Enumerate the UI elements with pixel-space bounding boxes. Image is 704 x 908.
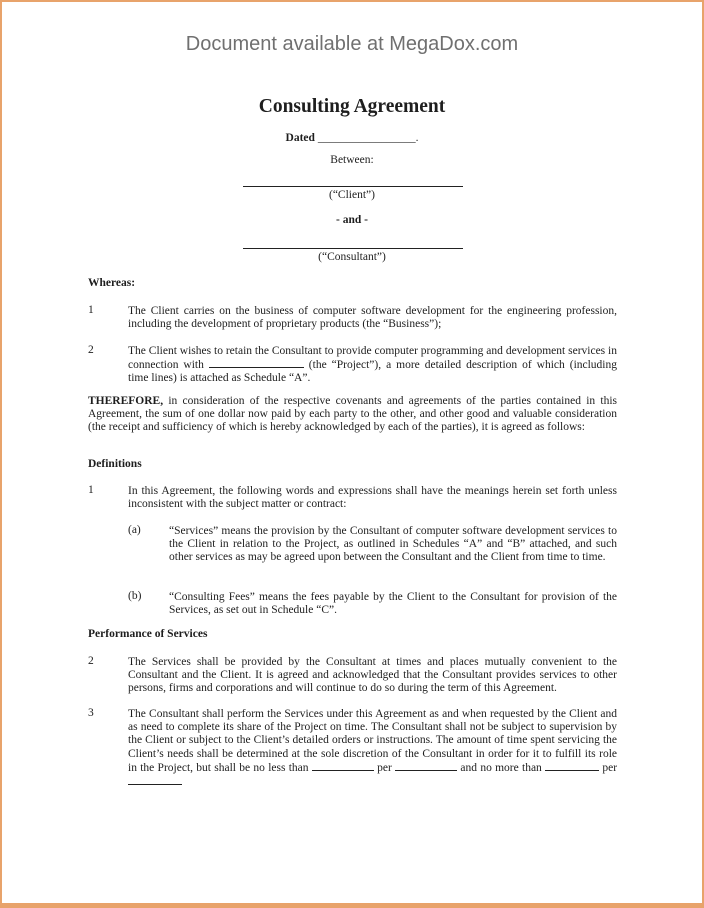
therefore-bold: THEREFORE,	[88, 395, 164, 407]
whereas-1-text: The Client carries on the business of computer software development for the engineering profession, including the development of proprietary products (the “Business”);	[128, 305, 617, 331]
consultant-name-line	[243, 248, 463, 249]
min-period-blank	[395, 761, 457, 771]
performance-2-text: The Services shall be provided by the Consultant at times and places mutually convenient to the Consultant and the Client. It is agreed and acknowledged that the Consultant provides services to other persons, firms and corporations and will continue to do so during the term of this Agreement.	[128, 656, 617, 695]
consultant-label: (“Consultant”)	[318, 251, 386, 263]
performance-2-number: 2	[88, 655, 94, 667]
whereas-heading: Whereas:	[88, 277, 136, 289]
therefore-paragraph	[88, 395, 617, 435]
whereas-2-number: 2	[88, 344, 94, 356]
client-name-line	[243, 186, 463, 187]
whereas-1-number: 1	[88, 304, 94, 316]
and-label: and	[460, 761, 478, 774]
definition-b-label: (b)	[128, 590, 142, 602]
watermark-text: Document available at MegaDox.com	[185, 33, 519, 55]
per-label-1: per	[377, 761, 392, 774]
performance-3-number: 3	[88, 707, 94, 719]
definitions-heading: Definitions	[88, 458, 142, 470]
min-time-blank	[312, 761, 374, 771]
document-title: Consulting Agreement	[258, 96, 446, 117]
dated-blank: _________________.	[317, 132, 419, 144]
whereas-2-paragraph	[128, 345, 617, 386]
client-label: (“Client”)	[329, 189, 375, 201]
max-period-blank	[128, 775, 182, 785]
whereas-2-text-start: The Client wishes to retain the Consultant to provide computer programming and development services in connection with	[128, 345, 617, 372]
dated-line	[0, 132, 704, 144]
between-label: Between:	[330, 154, 374, 166]
performance-3-text: The Consultant shall perform the Services under this Agreement as and when requested by the Client and as need to complete its share of the Project on time. The Consultant shall not be subject to supervision by the Client or subject to the Client’s detailed orders or instructions. The amount of time spent servicing the Client’s needs shall be determined at the sole discretion of the Consultant in order for it to fulfill its role in the Project, but shall be no less than	[128, 708, 617, 774]
dated-label: Dated	[285, 132, 315, 144]
performance-3-paragraph	[128, 708, 617, 789]
definitions-number: 1	[88, 484, 94, 496]
therefore-text: in consideration of the respective covenants and agreements of the parties contained in this Agreement, the sum of one dollar now paid by each party to the other, and other good and valuable consideration (the receipt and sufficiency of which is hereby acknowledged by each of the parties), it is agreed as follows:	[88, 395, 617, 434]
definition-a-text: “Services” means the provision by the Consultant of computer software development services to the Client in relation to the Project, as outlined in Schedules “A” and “B” attached, and such other services as may be agreed upon between the Consultant and the Client from time to time.	[169, 525, 617, 564]
and-separator: - and -	[336, 214, 368, 226]
definition-b-text: “Consulting Fees” means the fees payable by the Client to the Consultant for provision of the Services, as set out in Schedule “C”.	[169, 591, 617, 617]
definitions-intro: In this Agreement, the following words and expressions shall have the meanings herein set forth unless inconsistent with the subject matter or contract:	[128, 485, 617, 511]
definition-a-label: (a)	[128, 524, 141, 536]
max-time-blank	[545, 761, 599, 771]
performance-heading: Performance of Services	[88, 628, 208, 640]
whereas-2-text-end: (the “Project”), a more detailed description of which (including time lines) is attached as Schedule “A”.	[128, 359, 618, 385]
no-more-than-label: no more than	[480, 761, 542, 774]
project-blank	[209, 358, 304, 368]
per-label-2: per	[602, 761, 618, 774]
